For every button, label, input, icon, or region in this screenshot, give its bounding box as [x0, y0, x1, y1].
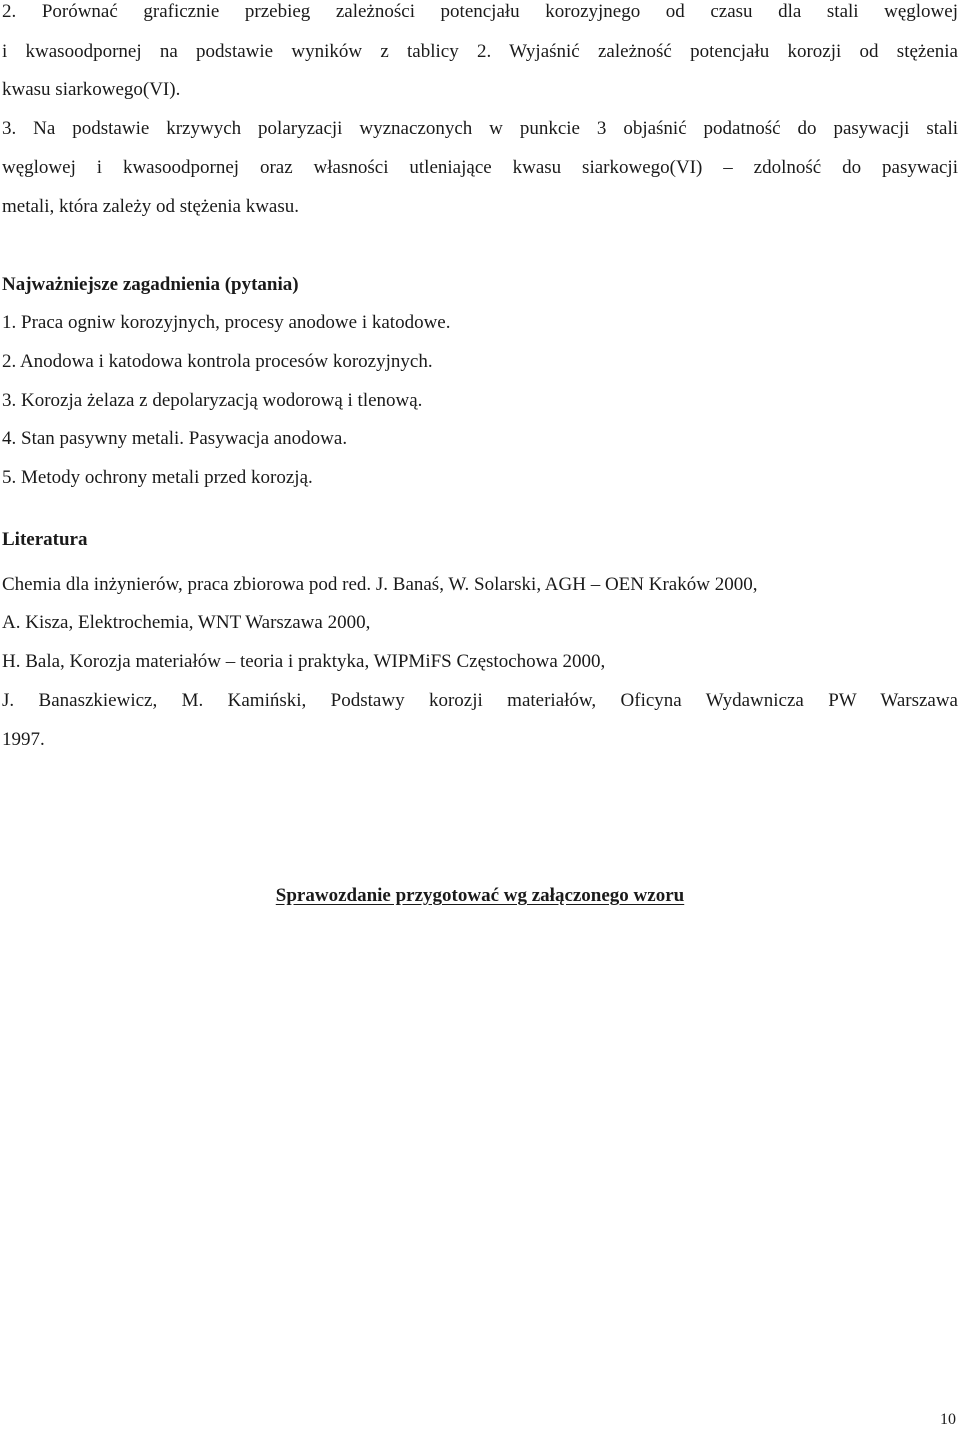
question-item-3: 3. Korozja żelaza z depolaryzacją wodorową i tlenową. — [2, 390, 423, 411]
task-2-line-2: i kwasoodpornej na podstawie wyników z tablicy 2. Wyjaśnić zależność potencjału korozji od stężenia — [2, 41, 958, 62]
task-3-line-2: węglowej i kwasoodpornej oraz własności utleniające kwasu siarkowego(VI) – zdolność do pasywacji — [2, 157, 958, 178]
task-3-line-1: 3. Na podstawie krzywych polaryzacji wyznaczonych w punkcie 3 objaśnić podatność do pasywacji stali — [2, 118, 958, 139]
question-item-4: 4. Stan pasywny metali. Pasywacja anodowa. — [2, 428, 348, 449]
literature-item-4-continuation: 1997. — [2, 729, 45, 750]
task-2-line-3: kwasu siarkowego(VI). — [2, 79, 181, 100]
literature-item-3: H. Bala, Korozja materiałów – teoria i praktyka, WIPMiFS Częstochowa 2000, — [2, 651, 606, 672]
questions-heading: Najważniejsze zagadnienia (pytania) — [2, 274, 299, 295]
literature-heading: Literatura — [2, 529, 88, 550]
task-2-line-1: 2. Porównać graficznie przebieg zależności potencjału korozyjnego od czasu dla stali węglowej — [2, 1, 958, 22]
literature-item-2: A. Kisza, Elektrochemia, WNT Warszawa 2000, — [2, 612, 371, 633]
question-item-5: 5. Metody ochrony metali przed korozją. — [2, 467, 313, 488]
question-item-1: 1. Praca ogniw korozyjnych, procesy anodowe i katodowe. — [2, 312, 451, 333]
literature-item-4: J. Banaszkiewicz, M. Kamiński, Podstawy korozji materiałów, Oficyna Wydawnicza PW Warszawa — [2, 690, 958, 711]
page-number: 10 — [940, 1411, 956, 1428]
literature-item-1: Chemia dla inżynierów, praca zbiorowa pod red. J. Banaś, W. Solarski, AGH – OEN Kraków 2000, — [2, 574, 758, 595]
question-item-2: 2. Anodowa i katodowa kontrola procesów korozyjnych. — [2, 351, 433, 372]
report-note: Sprawozdanie przygotować wg załączonego wzoru — [275, 885, 685, 906]
task-3-line-3: metali, która zależy od stężenia kwasu. — [2, 196, 300, 217]
